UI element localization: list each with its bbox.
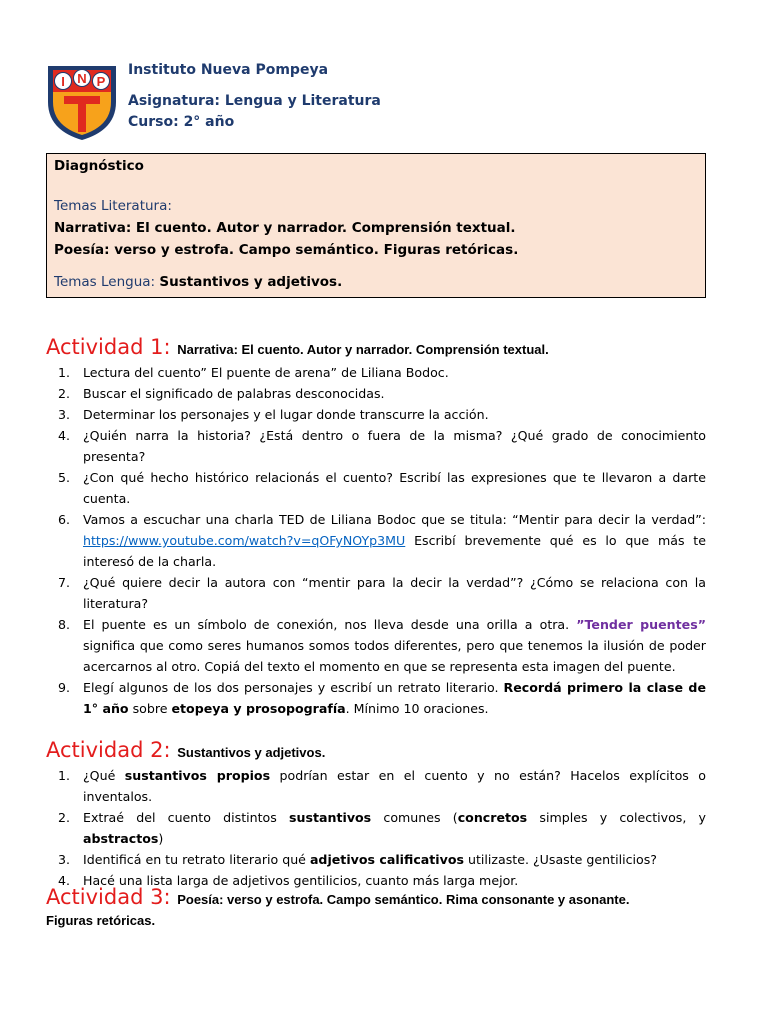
diagnostic-box bbox=[46, 153, 706, 298]
list-item: 2. Buscar el significado de palabras desconocidas. bbox=[58, 386, 385, 401]
language-topics-label: Temas Lengua: bbox=[54, 274, 160, 290]
literature-topics-label: Temas Literatura: bbox=[54, 198, 172, 214]
activity-2-title: Actividad 2: bbox=[46, 738, 178, 762]
activity-1-heading bbox=[46, 335, 549, 359]
school-logo bbox=[44, 56, 120, 142]
list-item: 2. Extraé del cuento distintos sustantivos comunes (concretos simples y colectivos, y abstractos) bbox=[58, 810, 707, 846]
list-item: 4. Hacé una lista larga de adjetivos gentilicios, cuanto más larga mejor. bbox=[58, 873, 519, 888]
language-topics bbox=[54, 274, 342, 290]
ted-talk-link[interactable]: https://www.youtube.com/watch?v=qOFyNOYp3MU bbox=[83, 533, 406, 548]
tender-puentes-highlight: ”Tender puentes” bbox=[576, 617, 706, 632]
activity-2-heading bbox=[46, 738, 325, 762]
activity-2-list bbox=[46, 765, 706, 891]
course-line: Curso: 2° año bbox=[128, 114, 235, 130]
list-item: 9. Elegí algunos de los dos personajes y escribí un retrato literario. Recordá primero la clase de 1° año sobre etopeya y prosopografía. Mínimo 10 oraciones. bbox=[58, 680, 706, 716]
activity-1-subtitle: Narrativa: El cuento. Autor y narrador. Comprensión textual. bbox=[177, 342, 549, 357]
subject-line: Asignatura: Lengua y Literatura bbox=[128, 93, 381, 109]
institution-name: Instituto Nueva Pompeya bbox=[128, 62, 329, 78]
activity-3-subtitle: Poesía: verso y estrofa. Campo semántico. Rima consonante y asonante. bbox=[177, 892, 630, 907]
list-item: 1. Lectura del cuento” El puente de arena” de Liliana Bodoc. bbox=[58, 365, 449, 380]
activity-1-list bbox=[46, 362, 706, 719]
logo-letter-i: I bbox=[61, 74, 65, 89]
list-item: 5. ¿Con qué hecho histórico relacionás el cuento? Escribí las expresiones que te llevaron a darte cuenta. bbox=[58, 470, 706, 506]
diagnostic-title: Diagnóstico bbox=[54, 158, 144, 174]
list-item: 6. Vamos a escuchar una charla TED de Liliana Bodoc que se titula: “Mentir para decir la verdad”: https://www.youtube.com/watch?v=qOFyNOYp3MU Escribí brevemente qué es lo que más te interesó de la charla. bbox=[58, 512, 706, 569]
literature-topic-poetry: Poesía: verso y estrofa. Campo semántico. Figuras retóricas. bbox=[54, 242, 519, 258]
list-item: 3. Identificá en tu retrato literario qué adjetivos calificativos utilizaste. ¿Usaste gentilicios? bbox=[58, 852, 657, 867]
activity-3-subtitle-continued: Figuras retóricas. bbox=[46, 913, 156, 928]
language-topics-value: Sustantivos y adjetivos. bbox=[159, 274, 343, 290]
literature-topic-narrative: Narrativa: El cuento. Autor y narrador. Comprensión textual. bbox=[54, 220, 516, 236]
list-item: 1. ¿Qué sustantivos propios podrían estar en el cuento y no están? Hacelos explícitos o inventalos. bbox=[58, 768, 706, 804]
logo-letter-p: P bbox=[96, 74, 106, 89]
activity-3-title: Actividad 3: bbox=[46, 885, 178, 909]
list-item: 4. ¿Quién narra la historia? ¿Está dentro o fuera de la misma? ¿Qué grado de conocimiento presenta? bbox=[58, 428, 706, 464]
list-item: 8. El puente es un símbolo de conexión, nos lleva desde una orilla a otra. ”Tender puentes” significa que como seres humanos somos todos diferentes, pero que tenemos la ilusión de poder acercarnos al otro. Copiá del texto el momento en que se representa esta imagen del puente. bbox=[58, 617, 706, 674]
activity-3-heading bbox=[46, 885, 629, 909]
activity-2-subtitle: Sustantivos y adjetivos. bbox=[177, 745, 326, 760]
list-item: 7. ¿Qué quiere decir la autora con “mentir para la decir la verdad”? ¿Cómo se relaciona con la literatura? bbox=[58, 575, 706, 611]
logo-letter-n: N bbox=[77, 71, 87, 86]
activity-1-title: Actividad 1: bbox=[46, 335, 178, 359]
list-item: 3. Determinar los personajes y el lugar donde transcurre la acción. bbox=[58, 407, 489, 422]
